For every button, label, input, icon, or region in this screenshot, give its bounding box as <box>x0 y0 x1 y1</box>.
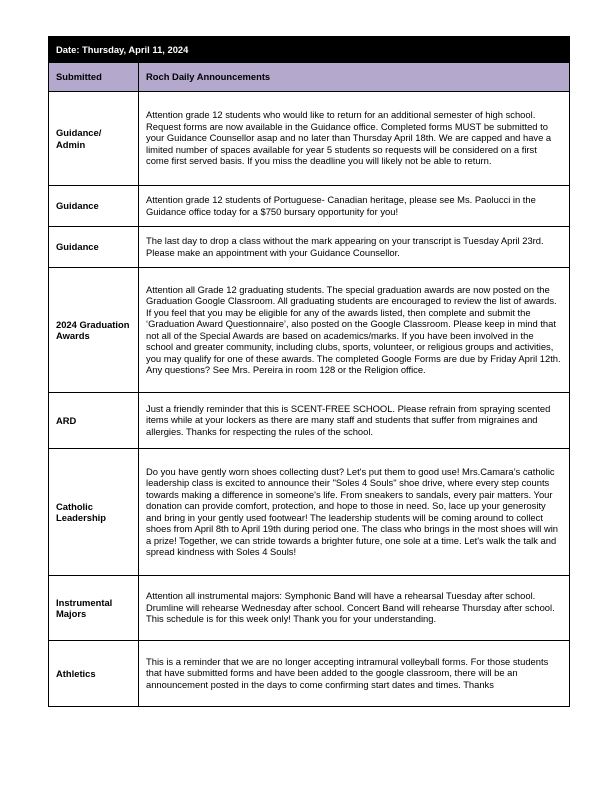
department-label: 2024 Graduation Awards <box>49 268 139 393</box>
date-label: Date: Thursday, April 11, 2024 <box>49 37 570 63</box>
announcements-table <box>48 36 570 707</box>
announcement-row <box>49 576 570 641</box>
department-label: Guidance <box>49 186 139 227</box>
header-submitted: Submitted <box>49 63 139 92</box>
announcement-text: Attention grade 12 students who would like to return for an additional semester of high school. Request forms are now available in the Guidance office. Completed forms MUST be submitted to your Guidance Counsellor asap and no later than Thursday April 18th. We are capped and have a limited number of spaces available for year 5 students so requests will be considered on a first come first served basis. If you miss the deadline you will likely not be able to return. <box>139 92 570 186</box>
announcement-row <box>49 227 570 268</box>
announcement-row <box>49 92 570 186</box>
announcement-row <box>49 268 570 393</box>
date-row <box>49 37 570 63</box>
department-label: Athletics <box>49 641 139 707</box>
announcement-text: Attention all instrumental majors: Symphonic Band will have a rehearsal Tuesday after school. Drumline will rehearse Wednesday after school. Concert Band will rehearse Thursday after school. This schedule is for this week only! Thank you for your understanding. <box>139 576 570 641</box>
department-label: ARD <box>49 393 139 449</box>
announcement-text: This is a reminder that we are no longer accepting intramural volleyball forms. For those students that have submitted forms and have been added to the google classroom, there will be an announcement posted in the days to come confirming start dates and times. Thanks <box>139 641 570 707</box>
department-label: Instrumental Majors <box>49 576 139 641</box>
header-row <box>49 63 570 92</box>
department-label: Guidance <box>49 227 139 268</box>
announcement-text: Do you have gently worn shoes collecting dust? Let's put them to good use! Mrs.Camara’s catholic leadership class is excited to announce their "Soles 4 Souls" shoe drive, where every step counts towards making a difference in someone's life. From sneakers to sandals, every pair matters. Your donation can provide comfort, protection, and hope to those in need. So, lace up your generosity and bring in your gently used footwear! The leadership students will be coming around to collect shoes from April 8th to April 19th during period one. The class who brings in the most shoes will win a prize! Together, we can stride towards a brighter future, one sole at a time. Let's walk the talk and spread kindness with Soles 4 Souls! <box>139 449 570 576</box>
department-label: Catholic Leadership <box>49 449 139 576</box>
department-label: Guidance/ Admin <box>49 92 139 186</box>
announcement-row <box>49 641 570 707</box>
announcement-text: Attention all Grade 12 graduating students. The special graduation awards are now posted on the Graduation Google Classroom. All graduating students are encouraged to review the list of awards. If you feel that you may be eligible for any of the awards listed, then complete and submit the ‘Graduation Award Questionnaire’, also posted on the Google Classroom. Please keep in mind that not all of the Special Awards are based on academics/marks. If you have been involved in the school and greater community, including clubs, sports, volunteer, or religious groups and activities, you may qualify for one of these awards. The completed Google Forms are due by Friday April 12th. Any questions? See Mrs. Pereira in room 128 or the Religion office. <box>139 268 570 393</box>
announcement-text: Just a friendly reminder that this is SCENT-FREE SCHOOL. Please refrain from spraying scented items while at your lockers as there are many staff and students that suffer from migraines and allergies. Thanks for respecting the rules of the school. <box>139 393 570 449</box>
announcement-row <box>49 393 570 449</box>
announcement-row <box>49 449 570 576</box>
announcement-text: The last day to drop a class without the mark appearing on your transcript is Tuesday April 23rd. Please make an appointment with your Guidance Counsellor. <box>139 227 570 268</box>
announcement-row <box>49 186 570 227</box>
announcement-text: Attention grade 12 students of Portuguese- Canadian heritage, please see Ms. Paolucci in the Guidance office today for a $750 bursary opportunity for you! <box>139 186 570 227</box>
header-title: Roch Daily Announcements <box>139 63 570 92</box>
